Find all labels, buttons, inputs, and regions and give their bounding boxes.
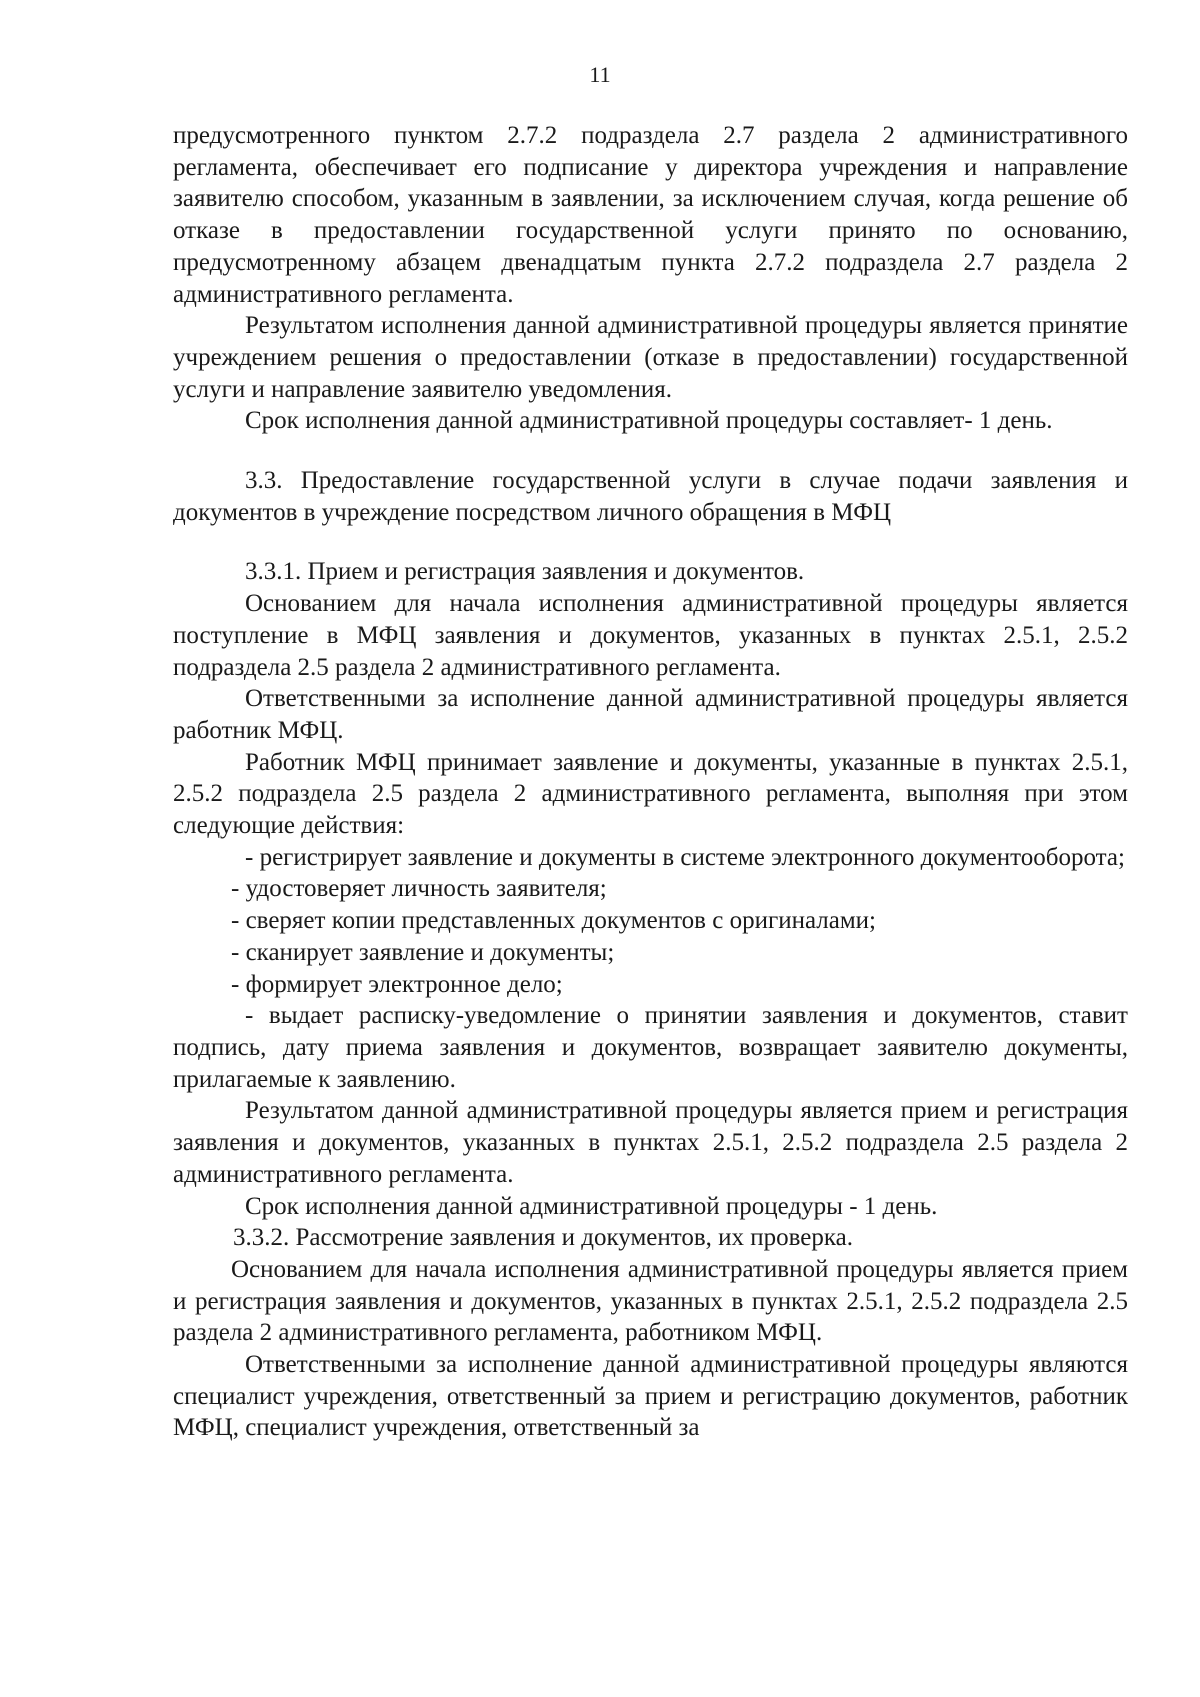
list-item: - сканирует заявление и документы; (231, 938, 615, 966)
list-item: - выдает расписку-уведомление о принятии заявления и документов, ставит подпись, дату приема заявления и документов, возвращает заявителю документы, прилагаемые к заявлению. (173, 1002, 1128, 1093)
paragraph-basis: Основанием для начала исполнения административной процедуры является прием и регистрация заявления и документов, указанных в пунктах 2.5.1, 2.5.2 подраздела 2.5 раздела 2 административного регламента, работником МФЦ. (173, 1255, 1128, 1347)
list-item: - регистрирует заявление и документы в системе электронного документооборота; (245, 843, 1125, 871)
subsection-heading-3-3-2: 3.3.2. Рассмотрение заявления и документов, их проверка. (233, 1224, 854, 1252)
paragraph-result: Результатом данной административной процедуры является прием и регистрация заявления и документов, указанных в пунктах 2.5.1, 2.5.2 подраздела 2.5 раздела 2 административного регламента. (173, 1097, 1128, 1188)
paragraph-worker-actions: Работник МФЦ принимает заявление и документы, указанные в пунктах 2.5.1, 2.5.2 подраздела 2.5 раздела 2 административного регламента, выполняя при этом следующие действия: (173, 748, 1128, 840)
paragraph-basis: Основанием для начала исполнения административной процедуры является поступление в МФЦ заявления и документов, указанных в пунктах 2.5.1, 2.5.2 подраздела 2.5 раздела 2 административного регламента. (173, 590, 1128, 681)
document-body (173, 120, 1128, 1444)
page-number: 11 (589, 62, 611, 87)
list-item: - формирует электронное дело; (231, 970, 563, 998)
subsection-heading-3-3-1: 3.3.1. Прием и регистрация заявления и документов. (245, 558, 805, 586)
paragraph-result: Результатом исполнения данной административной процедуры является принятие учреждением решения о предоставлении (отказе в предоставлении) государственной услуги и направление заявителю уведомления. (173, 312, 1128, 403)
list-item: - сверяет копии представленных документов с оригиналами; (231, 907, 876, 935)
paragraph-responsible: Ответственными за исполнение данной административной процедуры является работник МФЦ. (173, 685, 1128, 744)
paragraph-responsible: Ответственными за исполнение данной административной процедуры являются специалист учреждения, ответственный за прием и регистрацию документов, работник МФЦ, специалист учреждения, ответственный за (173, 1351, 1128, 1442)
list-item: - удостоверяет личность заявителя; (231, 875, 607, 903)
paragraph-term: Срок исполнения данной административной процедуры - 1 день. (245, 1192, 938, 1220)
section-heading-3-3: 3.3. Предоставление государственной услуги в случае подачи заявления и документов в учреждение посредством личного обращения в МФЦ (173, 467, 1128, 526)
paragraph-continuation: предусмотренного пунктом 2.7.2 подраздела 2.7 раздела 2 административного регламента, обеспечивает его подписание у директора учреждения и направление заявителю способом, указанным в заявлении, за исключением случая, когда решение об отказе в предоставлении государственной услуги принято по основанию, предусмотренному абзацем двенадцатым пункта 2.7.2 подраздела 2.7 раздела 2 административного регламента. (173, 122, 1128, 308)
paragraph-term: Срок исполнения данной административной процедуры составляет- 1 день. (245, 407, 1053, 435)
